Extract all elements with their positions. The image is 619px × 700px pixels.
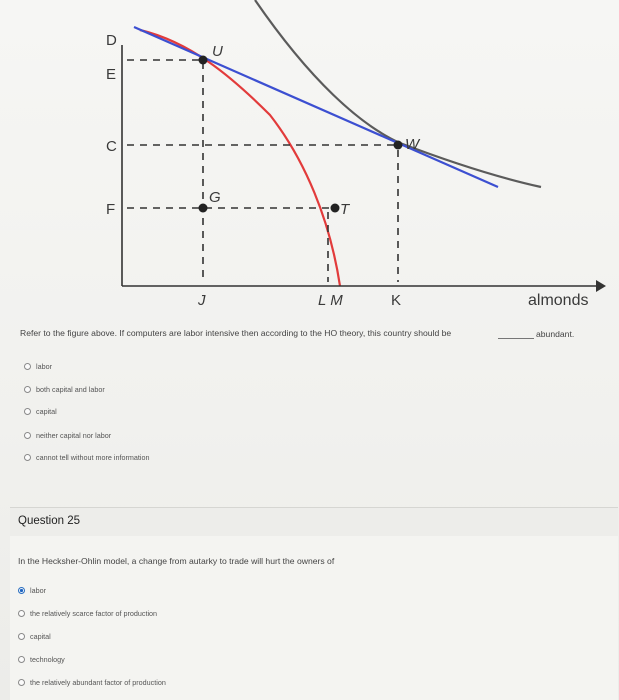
q24-option-labor[interactable] — [24, 362, 52, 371]
point-w — [394, 141, 403, 150]
option-label: both capital and labor — [36, 385, 105, 394]
q24-option-neither[interactable] — [24, 431, 111, 440]
q25-option-scarce[interactable] — [18, 609, 157, 618]
radio-button[interactable] — [24, 408, 31, 415]
radio-button[interactable] — [18, 610, 25, 617]
question-25-body — [10, 536, 618, 700]
q24-prompt-suffix: abundant. — [536, 329, 575, 339]
q24-prompt: Refer to the figure above. If computers are labor intensive then according to the HO theory, this country should be — [20, 328, 452, 338]
label-c: C — [106, 138, 117, 155]
q24-blank — [498, 338, 534, 339]
option-label: neither capital nor labor — [36, 431, 112, 440]
production-possibility-frontier — [140, 30, 340, 286]
option-label: cannot tell without more information — [36, 453, 150, 462]
radio-button[interactable] — [18, 656, 25, 663]
q24-option-capital[interactable] — [24, 407, 57, 416]
radio-button[interactable] — [24, 386, 31, 393]
option-label: the relatively abundant factor of production — [30, 678, 166, 687]
ho-figure — [0, 0, 619, 320]
option-label: labor — [30, 586, 46, 595]
x-axis-label: almonds — [528, 292, 589, 309]
radio-button[interactable] — [18, 633, 25, 640]
label-g: G — [209, 189, 221, 206]
option-label: labor — [36, 362, 52, 371]
q25-option-technology[interactable] — [18, 655, 65, 664]
label-j: J — [198, 292, 206, 309]
option-label: capital — [30, 632, 51, 641]
dashed-guides — [127, 60, 398, 282]
ho-figure-svg — [0, 0, 619, 320]
label-u: U — [212, 43, 223, 60]
q25-option-labor[interactable] — [18, 586, 46, 595]
x-axis-arrow — [596, 280, 606, 292]
label-lm: L M — [318, 292, 343, 309]
radio-button[interactable] — [24, 363, 31, 370]
point-t — [331, 204, 340, 213]
label-w: W — [405, 136, 420, 153]
question-title: Question 25 — [18, 515, 81, 527]
label-f: F — [106, 201, 116, 218]
radio-button[interactable] — [24, 432, 31, 439]
price-line — [134, 27, 498, 187]
q25-option-abundant[interactable] — [18, 678, 166, 687]
option-label: capital — [36, 407, 57, 416]
q24-option-both[interactable] — [24, 385, 105, 394]
option-label: the relatively scarce factor of production — [30, 609, 158, 618]
radio-button[interactable] — [18, 679, 25, 686]
radio-button[interactable] — [24, 454, 31, 461]
option-label: technology — [30, 655, 65, 664]
point-g — [199, 204, 208, 213]
q25-option-capital[interactable] — [18, 632, 51, 641]
question-25-header — [10, 507, 618, 537]
label-k: K — [391, 292, 402, 309]
radio-button-selected[interactable] — [18, 587, 25, 594]
q25-prompt: In the Hecksher-Ohlin model, a change from autarky to trade will hurt the owners of — [18, 556, 335, 566]
label-d: D — [106, 32, 117, 49]
point-u — [199, 56, 208, 65]
label-e: E — [106, 66, 117, 83]
q24-option-cannot-tell[interactable] — [24, 453, 149, 462]
label-t: T — [340, 201, 350, 218]
